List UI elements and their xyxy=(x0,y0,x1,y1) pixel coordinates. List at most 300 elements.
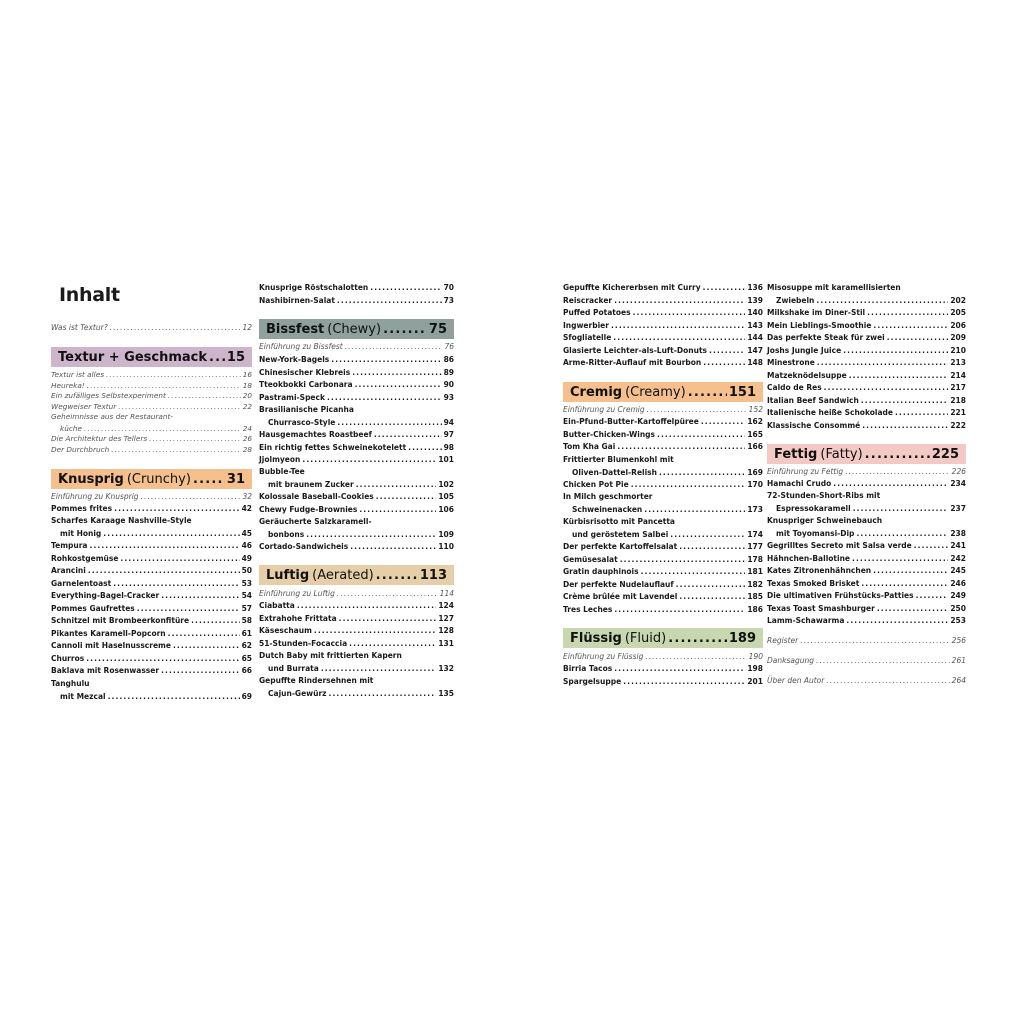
toc-entry[interactable] xyxy=(259,639,454,649)
toc-entry[interactable] xyxy=(259,492,454,502)
dot-leader xyxy=(679,592,745,602)
toc-entry-multiline[interactable] xyxy=(563,492,763,515)
entry-title: Spargelsuppe xyxy=(563,676,622,686)
toc-entry[interactable] xyxy=(259,283,454,293)
section-title: Cremig xyxy=(570,384,623,400)
toc-entry[interactable] xyxy=(767,554,966,564)
toc-entry[interactable] xyxy=(767,358,966,368)
dot-leader xyxy=(86,654,239,664)
page-number: 32 xyxy=(242,492,252,501)
toc-entry[interactable] xyxy=(51,666,252,676)
dot-leader xyxy=(408,443,441,453)
entry-title: Pastrami-Speck xyxy=(259,392,325,402)
entry-title: Lamm-Schawarma xyxy=(767,616,845,625)
dot-leader xyxy=(846,616,948,626)
dot-leader xyxy=(800,636,949,646)
entry-title-line1: Tanghulu xyxy=(51,679,90,688)
entry-title: Texas Toast Smashburger xyxy=(767,603,875,613)
entry-title: Wegweiser Textur xyxy=(51,401,117,411)
entry-title-cont: bonbons xyxy=(268,529,305,539)
toc-entry[interactable] xyxy=(51,541,252,551)
entry-title-line2 xyxy=(563,530,763,540)
dot-leader xyxy=(345,342,443,352)
page-number: 181 xyxy=(747,567,763,576)
dot-leader xyxy=(816,296,948,306)
toc-entry[interactable] xyxy=(563,358,763,368)
page-number: 143 xyxy=(747,320,763,330)
toc-entry[interactable] xyxy=(259,614,454,624)
toc-entry[interactable] xyxy=(767,591,966,601)
toc-entry-multiline[interactable] xyxy=(51,516,252,539)
section-header[interactable] xyxy=(563,382,763,402)
entry-title: 51-Stunden-Focaccia xyxy=(259,638,348,648)
toc-entry[interactable] xyxy=(767,566,966,576)
entry-title: Einführung zu Flüssig xyxy=(563,652,644,661)
entry-title-line1: Dutch Baby mit frittierten Kapern xyxy=(259,651,402,660)
entry-title: Chicken Pot Pie xyxy=(563,480,629,489)
dot-leader xyxy=(824,383,949,393)
page-number: 28 xyxy=(242,445,252,454)
toc-entry[interactable] xyxy=(259,601,454,611)
dot-leader xyxy=(861,579,948,589)
entry-title: Die Architektur des Tellers xyxy=(51,434,148,443)
entry-title-cont: und Burrata xyxy=(268,663,319,673)
entry-title: Nashibirnen-Salat xyxy=(259,295,335,305)
toc-entry[interactable] xyxy=(51,504,252,514)
dot-leader xyxy=(862,421,948,431)
dot-leader xyxy=(191,616,239,626)
entry-title: Tom Kha Gai xyxy=(563,442,616,451)
dot-leader xyxy=(113,579,239,589)
section-page-number: 189 xyxy=(728,630,756,646)
page-number: 241 xyxy=(950,541,966,550)
dot-leader xyxy=(84,424,241,435)
page-number: 57 xyxy=(241,603,252,613)
page-number: 65 xyxy=(241,653,252,663)
page-number: 190 xyxy=(748,652,763,661)
dot-leader xyxy=(321,664,437,674)
dot-leader xyxy=(679,542,745,552)
toc-entry[interactable] xyxy=(767,383,966,393)
toc-entry[interactable] xyxy=(563,652,763,662)
entry-title-cont: Schweinenacken xyxy=(572,504,643,514)
entry-title-line2 xyxy=(51,529,252,539)
page-number: 102 xyxy=(438,479,454,489)
page-number: 162 xyxy=(747,417,763,426)
dot-leader xyxy=(852,554,948,564)
page-number: 245 xyxy=(950,566,966,575)
toc-entry[interactable] xyxy=(51,323,252,333)
toc-entry[interactable] xyxy=(563,430,763,440)
section-title-english: (Aerated) xyxy=(312,567,374,583)
section-page-number: 113 xyxy=(419,567,447,583)
entry-title-cont: mit Honig xyxy=(60,528,102,538)
entry-title-line2 xyxy=(767,529,966,539)
toc-entry[interactable] xyxy=(563,442,763,452)
page-number: 226 xyxy=(951,467,966,476)
page-number: 26 xyxy=(242,434,252,443)
page-number: 198 xyxy=(747,664,763,673)
entry-title-cont: Espressokaramell xyxy=(776,503,851,513)
section-title: Knusprig xyxy=(58,471,124,487)
page-number: 69 xyxy=(241,691,252,701)
entry-title-cont: Oliven-Dattel-Relish xyxy=(572,467,657,477)
dot-leader xyxy=(873,321,948,331)
entry-title: Ciabatta xyxy=(259,601,295,610)
entry-title: Puffed Potatoes xyxy=(563,308,631,317)
page-number: 178 xyxy=(747,554,763,564)
page-number: 105 xyxy=(438,492,454,501)
dot-leader xyxy=(106,370,241,381)
entry-title-line2 xyxy=(767,504,966,514)
dot-leader xyxy=(329,689,437,699)
page-number: 186 xyxy=(747,604,763,614)
toc-entry[interactable] xyxy=(259,505,454,515)
page-number: 237 xyxy=(950,503,966,513)
dot-leader xyxy=(359,505,436,515)
toc-entry[interactable] xyxy=(259,542,454,552)
entry-title: Milkshake im Diner-Stil xyxy=(767,308,866,317)
entry-title-line1: Bubble-Tee xyxy=(259,467,305,476)
entry-title: Extrahohe Frittata xyxy=(259,613,337,623)
toc-entry[interactable] xyxy=(259,296,454,306)
page-number: 46 xyxy=(241,541,252,550)
toc-entry[interactable] xyxy=(51,629,252,639)
toc-entry[interactable] xyxy=(563,346,763,356)
toc-entry[interactable] xyxy=(563,283,763,293)
toc-entry-multiline[interactable] xyxy=(259,651,454,674)
dot-leader xyxy=(614,296,745,306)
page-number: 152 xyxy=(748,405,763,414)
dot-leader xyxy=(337,418,441,428)
toc-entry-multiline[interactable] xyxy=(563,455,763,478)
toc-entry[interactable] xyxy=(563,417,763,427)
page-number: 139 xyxy=(747,295,763,305)
entry-title: Mein Lieblings-Smoothie xyxy=(767,320,872,330)
page-number: 94 xyxy=(443,417,454,427)
entry-title: Einführung zu Bissfest xyxy=(259,342,343,351)
entry-title: Birria Tacos xyxy=(563,664,613,673)
toc-entry[interactable] xyxy=(51,402,252,413)
entry-title: Ein-Pfund-Butter-Kartoffelpüree xyxy=(563,417,699,426)
entry-title: Die ultimativen Frühstücks-Patties xyxy=(767,591,914,600)
entry-title-cont: mit Mezcal xyxy=(60,691,106,701)
toc-entry[interactable] xyxy=(51,445,252,456)
page-number: 12 xyxy=(242,323,252,332)
page-number: 22 xyxy=(242,401,252,411)
toc-entry[interactable] xyxy=(563,567,763,577)
toc-entry-multiline[interactable] xyxy=(563,517,763,540)
entry-title-line2 xyxy=(563,468,763,478)
dot-leader xyxy=(356,480,437,490)
entry-title: Der perfekte Kartoffelsalat xyxy=(563,542,678,551)
toc-entry[interactable] xyxy=(767,616,966,626)
entry-title: Gepuffte Kichererbsen mit Curry xyxy=(563,283,701,292)
page-number: 206 xyxy=(950,320,966,330)
dot-leader xyxy=(657,430,745,440)
page-number: 61 xyxy=(241,628,252,638)
dot-leader xyxy=(861,396,949,406)
dot-leader xyxy=(306,530,436,540)
dot-leader xyxy=(613,333,745,343)
dot-leader xyxy=(352,368,441,378)
page-number: 213 xyxy=(950,358,966,367)
toc-entry[interactable] xyxy=(51,492,252,502)
entry-title: Knusprige Röstschalotten xyxy=(259,283,369,292)
dot-leader xyxy=(108,692,240,702)
dot-leader xyxy=(914,541,949,551)
entry-title-line1: Misosuppe mit karamellisierten xyxy=(767,283,901,292)
toc-entry[interactable] xyxy=(51,554,252,564)
entry-title: Tteokbokki Carbonara xyxy=(259,380,353,389)
toc-entry[interactable] xyxy=(259,626,454,636)
toc-entry[interactable] xyxy=(51,566,252,576)
toc-entry[interactable] xyxy=(51,370,252,381)
section-header[interactable] xyxy=(259,565,454,585)
toc-entry[interactable] xyxy=(259,430,454,440)
page-number: 185 xyxy=(747,592,763,601)
page-number: 261 xyxy=(951,656,966,665)
toc-entry[interactable] xyxy=(563,677,763,687)
section-header[interactable] xyxy=(259,319,454,339)
toc-entry[interactable] xyxy=(259,455,454,465)
page-number: 42 xyxy=(241,504,252,513)
entry-title: Was ist Textur? xyxy=(51,323,108,332)
toc-entry[interactable] xyxy=(767,308,966,318)
section-title: Textur + Geschmack xyxy=(58,349,208,365)
entry-title: Kolossale Baseball-Cookies xyxy=(259,492,374,501)
entry-title: Register xyxy=(767,636,799,645)
dot-leader xyxy=(833,479,948,489)
toc-entry[interactable] xyxy=(767,676,966,686)
page-number: 18 xyxy=(242,380,252,390)
toc-entry[interactable] xyxy=(563,664,763,674)
entry-title: Texas Smoked Brisket xyxy=(767,578,860,588)
toc-entry[interactable] xyxy=(563,605,763,615)
page-number: 53 xyxy=(241,578,252,588)
page-number: 174 xyxy=(747,529,763,539)
page-number: 49 xyxy=(241,553,252,563)
entry-title: Chinesischer Klebreis xyxy=(259,367,351,377)
toc-entry[interactable] xyxy=(563,580,763,590)
page-number: 73 xyxy=(443,295,454,305)
entry-title: Crème brûlée mit Lavendel xyxy=(563,592,678,601)
section-header[interactable] xyxy=(51,347,252,367)
dot-leader xyxy=(302,455,436,465)
dot-leader xyxy=(856,529,948,539)
toc-entry[interactable] xyxy=(767,579,966,589)
toc-entry[interactable] xyxy=(563,542,763,552)
entry-title-line2 xyxy=(563,505,763,515)
toc-entry[interactable] xyxy=(767,541,966,551)
dot-leader xyxy=(331,355,441,365)
entry-title: Einführung zu Fettig xyxy=(767,467,844,476)
page-number: 246 xyxy=(950,578,966,588)
toc-entry[interactable] xyxy=(51,654,252,664)
toc-entry[interactable] xyxy=(767,333,966,343)
dot-leader xyxy=(120,554,239,564)
section-header[interactable] xyxy=(767,444,966,464)
page-number: 214 xyxy=(950,370,966,380)
entry-title: Arancini xyxy=(51,566,86,575)
toc-entry-multiline[interactable] xyxy=(259,517,454,540)
page-number: 166 xyxy=(747,442,763,451)
page-number: 106 xyxy=(438,504,454,514)
page-number: 173 xyxy=(747,504,763,514)
entry-title: Der Durchbruch xyxy=(51,445,110,454)
toc-entry[interactable] xyxy=(259,589,454,599)
toc-entry[interactable] xyxy=(767,371,966,381)
dot-leader xyxy=(670,530,745,540)
dot-leader xyxy=(843,346,948,356)
dot-leader xyxy=(314,626,436,636)
toc-entry[interactable] xyxy=(563,555,763,565)
entry-title-line1: In Milch geschmorter xyxy=(563,492,653,501)
entry-title-line1: Kürbisrisotto mit Pancetta xyxy=(563,517,675,526)
toc-entry-multiline[interactable] xyxy=(259,676,454,699)
entry-title-line1: Knuspriger Schweinebauch xyxy=(767,516,883,525)
toc-entry[interactable] xyxy=(563,592,763,602)
page-number: 58 xyxy=(241,616,252,625)
dot-leader xyxy=(620,555,746,565)
entry-title-cont: Churrasco-Style xyxy=(268,417,336,427)
entry-title: Chewy Fudge-Brownies xyxy=(259,504,358,514)
page-number: 20 xyxy=(242,391,252,401)
dot-leader xyxy=(114,504,239,514)
entry-title: Hausgemachtes Roastbeef xyxy=(259,430,372,439)
toc-entry[interactable] xyxy=(767,467,966,477)
toc-entry-multiline[interactable] xyxy=(767,516,966,539)
entry-title-line2 xyxy=(51,692,252,702)
toc-entry[interactable] xyxy=(767,479,966,489)
page-number: 147 xyxy=(747,345,763,355)
page-number: 234 xyxy=(950,479,966,488)
dot-leader xyxy=(193,472,225,487)
page-number: 148 xyxy=(747,358,763,367)
section-page-number: 151 xyxy=(728,384,756,400)
page-number: 16 xyxy=(242,370,252,379)
toc-entry[interactable] xyxy=(51,434,252,445)
dot-leader xyxy=(816,656,950,666)
toc-entry[interactable] xyxy=(259,355,454,365)
toc-entry[interactable] xyxy=(563,405,763,415)
entry-title: Pommes Gaufrettes xyxy=(51,603,135,613)
toc-entry[interactable] xyxy=(767,421,966,431)
dot-leader xyxy=(161,591,239,601)
entry-title-line1: Geräucherte Salzkaramell- xyxy=(259,517,372,526)
page-number: 70 xyxy=(443,283,454,292)
dot-leader xyxy=(614,605,745,615)
page-number: 54 xyxy=(241,591,252,600)
dot-leader xyxy=(111,445,241,456)
entry-title-cont: Cajun-Gewürz xyxy=(268,688,327,698)
page-number: 110 xyxy=(438,542,454,551)
toc-entry[interactable] xyxy=(51,641,252,651)
toc-entry[interactable] xyxy=(259,443,454,453)
entry-title: Italian Beef Sandwich xyxy=(767,395,859,405)
entry-title: Arme-Ritter-Auflauf mit Bourbon xyxy=(563,358,702,367)
toc-entry[interactable] xyxy=(259,393,454,403)
toc-entry-multiline[interactable] xyxy=(51,679,252,702)
toc-entry-multiline[interactable] xyxy=(259,467,454,490)
toc-entry[interactable] xyxy=(259,368,454,378)
entry-title-line2 xyxy=(259,664,454,674)
toc-entry[interactable] xyxy=(767,656,966,666)
entry-title-line2 xyxy=(259,418,454,428)
toc-entry[interactable] xyxy=(259,380,454,390)
page-number: 101 xyxy=(438,455,454,464)
entry-title: Cortado-Sandwicheis xyxy=(259,542,349,551)
toc-entry[interactable] xyxy=(563,308,763,318)
entry-title: Churros xyxy=(51,653,85,663)
entry-title: Gegrilltes Secreto mit Salsa verde xyxy=(767,541,912,550)
toc-entry[interactable] xyxy=(767,604,966,614)
entry-title: Baklava mit Rosenwasser xyxy=(51,666,160,675)
toc-entry-multiline[interactable] xyxy=(259,405,454,428)
toc-entry[interactable] xyxy=(51,391,252,402)
toc-entry[interactable] xyxy=(51,591,252,601)
toc-entry-multiline[interactable] xyxy=(51,412,252,434)
toc-entry[interactable] xyxy=(767,396,966,406)
page-number: 114 xyxy=(439,589,454,598)
toc-entry-multiline[interactable] xyxy=(767,283,966,306)
toc-entry[interactable] xyxy=(563,333,763,343)
dot-leader xyxy=(688,385,727,400)
page-number: 264 xyxy=(951,676,966,685)
dot-leader xyxy=(614,664,745,674)
toc-entry[interactable] xyxy=(767,636,966,646)
page-number: 169 xyxy=(747,467,763,477)
dot-leader xyxy=(349,639,436,649)
dot-leader xyxy=(337,296,442,306)
page-number: 210 xyxy=(950,345,966,355)
toc-entry[interactable] xyxy=(563,321,763,331)
entry-title: Pommes frites xyxy=(51,504,113,513)
page-number: 98 xyxy=(443,442,454,452)
page-number: 132 xyxy=(438,663,454,673)
toc-entry[interactable] xyxy=(767,321,966,331)
toc-entry[interactable] xyxy=(51,381,252,392)
entry-title-line2 xyxy=(767,296,966,306)
dot-leader xyxy=(611,321,745,331)
dot-leader xyxy=(168,629,240,639)
toc-entry-multiline[interactable] xyxy=(767,491,966,514)
dot-leader xyxy=(103,529,239,539)
section-header[interactable] xyxy=(51,469,252,489)
dot-leader xyxy=(87,381,241,392)
section-header[interactable] xyxy=(563,628,763,648)
entry-title-line1: Gepuffte Rindersehnen mit xyxy=(259,676,374,685)
toc-entry[interactable] xyxy=(259,342,454,352)
dot-leader xyxy=(137,604,240,614)
entry-title: Danksagung xyxy=(767,656,814,665)
toc-entry[interactable] xyxy=(767,346,966,356)
dot-leader xyxy=(173,641,240,651)
toc-entry[interactable] xyxy=(767,408,966,418)
entry-title: Ein zufälliges Selbstexperiment xyxy=(51,391,166,401)
toc-entry[interactable] xyxy=(563,296,763,306)
page-number: 221 xyxy=(950,408,966,417)
toc-entry[interactable] xyxy=(51,616,252,626)
toc-entry[interactable] xyxy=(51,579,252,589)
entry-title: Klassische Consommé xyxy=(767,420,861,430)
toc-entry[interactable] xyxy=(563,480,763,490)
dot-leader xyxy=(703,283,746,293)
entry-title: Kates Zitronenhähnchen xyxy=(767,566,872,575)
page-number: 170 xyxy=(747,480,763,489)
toc-entry[interactable] xyxy=(51,604,252,614)
dot-leader xyxy=(867,308,948,318)
